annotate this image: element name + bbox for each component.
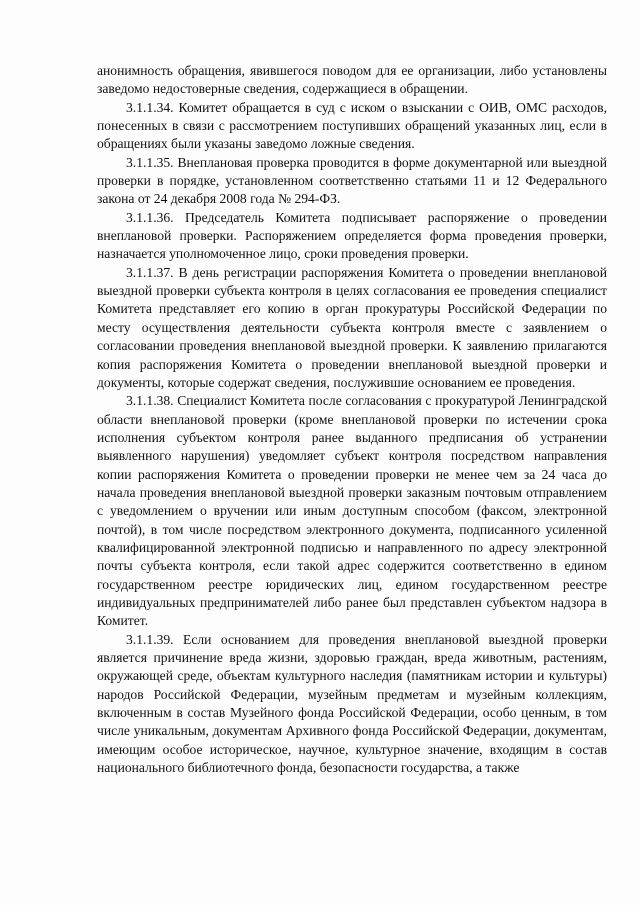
paragraph-3-1-1-39: 3.1.1.39. Если основанием для проведения внеплановой выездной проверки является причинение вреда жизни, здоровью граждан, вреда животным, растениям, окружающей среде, объектам культурного наследия (памятникам истории и культуры) народов Российской Федерации, музейным предметам и музейным коллекциям, включенным в состав Музейного фонда Российской Федерации, особо ценным, в том числе уникальным, документам Архивного фонда Российской Федерации, документам, имеющим особое историческое, научное, культурное значение, входящим в состав национального библиотечного фонда, безопасности государства, а также [97,631,607,776]
paragraph-3-1-1-35: 3.1.1.35. Внеплановая проверка проводится в форме документарной или выездной проверки в порядке, установленном соответственно статьями 11 и 12 Федерального закона от 24 декабря 2008 года № 294-ФЗ. [97,154,607,207]
paragraph-3-1-1-38: 3.1.1.38. Специалист Комитета после согласования с прокуратурой Ленинградской области внеплановой проверки (кроме внеплановой проверки по истечении срока исполнения субъектом контроля ранее выданного предписания об устранении выявленного нарушения) уведомляет субъект контроля посредством направления копии распоряжения Комитета о проведении проверки не менее чем за 24 часа до начала проведения внеплановой выездной проверки заказным почтовым отправлением с уведомлением о вручении или иным доступным способом (факсом, электронной почтой), в том числе посредством электронного документа, подписанного усиленной квалифицированной электронной подписью и направленного по адресу электронной почты субъекта контроля, если такой адрес содержится соответственно в едином государственном реестре юридических лиц, едином государственном реестре индивидуальных предпринимателей либо ранее был представлен субъектом надзора в Комитет. [97,393,607,629]
paragraph-3-1-1-36: 3.1.1.36. Председатель Комитета подписывает распоряжение о проведении внеплановой проверки. Распоряжением определяется форма проведения проверки, назначается уполномоченное лицо, сроки проведения проверки. [97,209,607,262]
paragraph-3-1-1-37: 3.1.1.37. В день регистрации распоряжения Комитета о проведении внеплановой выездной проверки субъекта контроля в целях согласования ее проведения специалист Комитета представляет его копию в орган прокуратуры Российской Федерации по месту осуществления деятельности субъекта контроля вместе с заявлением о согласовании проведения внеплановой выездной проверки. К заявлению прилагаются копия распоряжения Комитета о проведении внеплановой выездной проверки и документы, которые содержат сведения, послужившие основанием ее проведения. [97,264,607,390]
paragraph-3-1-1-34: 3.1.1.34. Комитет обращается в суд с иском о взыскании с ОИВ, ОМС расходов, понесенных в связи с рассмотрением поступивших обращений указанных лиц, если в обращениях были указаны заведомо ложные сведения. [97,99,607,152]
paragraph-continuation: анонимность обращения, явившегося поводом для ее организации, либо установлены заведомо недостоверные сведения, содержащиеся в обращении. [97,63,607,97]
document-body [97,62,607,777]
